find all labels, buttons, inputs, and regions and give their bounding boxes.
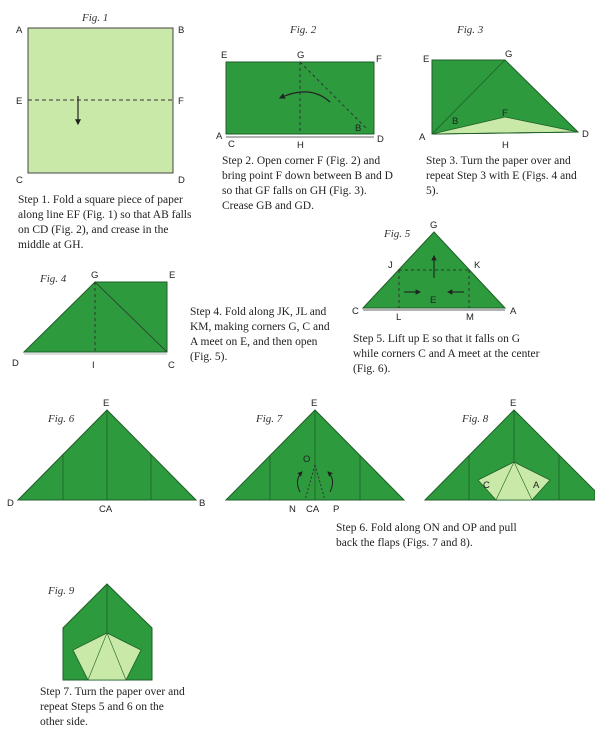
fig6-label-ca: CA — [99, 504, 113, 515]
fig5-label-j: J — [388, 260, 393, 271]
fig7-label-e: E — [311, 398, 318, 409]
fig2-label-c: C — [228, 139, 235, 150]
fig1-label-a: A — [16, 25, 23, 36]
step2-caption: Step 2. Open corner F (Fig. 2) and bring point F down between B and D so that GF falls on GH (Fig. 3). Crease GB and GD. — [222, 155, 393, 212]
fig5-label-c: C — [352, 306, 359, 317]
fig5-label-k: K — [474, 260, 481, 271]
fig4-label-i: I — [92, 360, 95, 371]
fig3 — [419, 24, 589, 151]
fig2-label-b: B — [355, 123, 362, 134]
fig5-label-e: E — [430, 295, 437, 306]
step3-caption: Step 3. Turn the paper over and repeat Step 3 with E (Figs. 4 and 5). — [426, 155, 577, 197]
fig4-label-g: G — [91, 270, 99, 281]
fig8-title: Fig. 8 — [462, 413, 489, 425]
fig7-label-o: O — [303, 454, 311, 465]
fig1-label-c: C — [16, 175, 23, 186]
fig2-label-d: D — [377, 134, 384, 145]
step6-caption: Step 6. Fold along ON and OP and pull back the flaps (Figs. 7 and 8). — [336, 522, 517, 549]
fig4 — [12, 270, 175, 371]
fig8-label-c: C — [483, 480, 490, 491]
fig3-label-h: H — [502, 140, 509, 151]
fig4-label-e: E — [169, 270, 176, 281]
fig6 — [7, 398, 205, 515]
fig6-label-b: B — [199, 498, 206, 509]
fig7-label-p: P — [333, 504, 340, 515]
fig5-label-g: G — [430, 220, 438, 231]
fig4-shape — [24, 282, 167, 352]
fig8-label-a: A — [533, 480, 540, 491]
fig1-label-f: F — [178, 96, 184, 107]
fig5-label-m: M — [466, 312, 474, 323]
fig5 — [352, 220, 517, 323]
fig4-title: Fig. 4 — [40, 273, 67, 285]
fig2-label-h: H — [297, 140, 304, 151]
step1-caption: Step 1. Fold a square piece of paper along line EF (Fig. 1) so that AB falls on CD (Fig. 2), and crease in the middle at GH. — [18, 194, 192, 251]
fig9 — [47, 584, 152, 680]
fig3-label-b: B — [452, 116, 459, 127]
fig9-title: Fig. 9 — [48, 585, 75, 597]
fig3-label-g: G — [505, 49, 513, 60]
fig2-label-e: E — [221, 50, 228, 61]
fig3-label-d: D — [582, 129, 589, 140]
step5-caption: Step 5. Lift up E so that it falls on G while corners C and A meet at the center (Fig. 6). — [353, 333, 540, 375]
fig2-label-a: A — [216, 131, 223, 142]
fig7-title: Fig. 7 — [256, 413, 283, 425]
fig7-label-ca: CA — [306, 504, 320, 515]
fig6-label-d: D — [7, 498, 14, 509]
fig2-label-g: G — [297, 50, 305, 61]
fig8-label-e: E — [510, 398, 517, 409]
fig1-label-d: D — [178, 175, 185, 186]
fig4-label-c: C — [168, 360, 175, 371]
step7-caption: Step 7. Turn the paper over and repeat Steps 5 and 6 on the other side. — [40, 686, 185, 728]
fig2-title: Fig. 2 — [290, 24, 317, 36]
fig3-label-f: F — [502, 108, 508, 119]
fig4-label-d: D — [12, 358, 19, 369]
fig1-label-e: E — [16, 96, 23, 107]
fig6-title: Fig. 6 — [48, 413, 75, 425]
fig7 — [226, 398, 404, 515]
fig1-label-b: B — [178, 25, 185, 36]
fig5-label-l: L — [396, 312, 402, 323]
fig6-label-e: E — [103, 398, 110, 409]
fig3-label-a: A — [419, 132, 426, 143]
fig5-title: Fig. 5 — [384, 228, 411, 240]
fig7-label-n: N — [289, 504, 296, 515]
fig3-title: Fig. 3 — [457, 24, 484, 36]
fig5-label-a: A — [510, 306, 517, 317]
fig8 — [425, 398, 595, 500]
fig1 — [16, 12, 185, 186]
step4-caption: Step 4. Fold along JK, JL and KM, making corners G, C and A meet on E, and then open (Fig. 5). — [190, 306, 330, 363]
fig2 — [216, 24, 384, 151]
fig1-title: Fig. 1 — [82, 12, 109, 24]
fig3-label-e: E — [423, 54, 430, 65]
fig2-label-f: F — [376, 54, 382, 65]
